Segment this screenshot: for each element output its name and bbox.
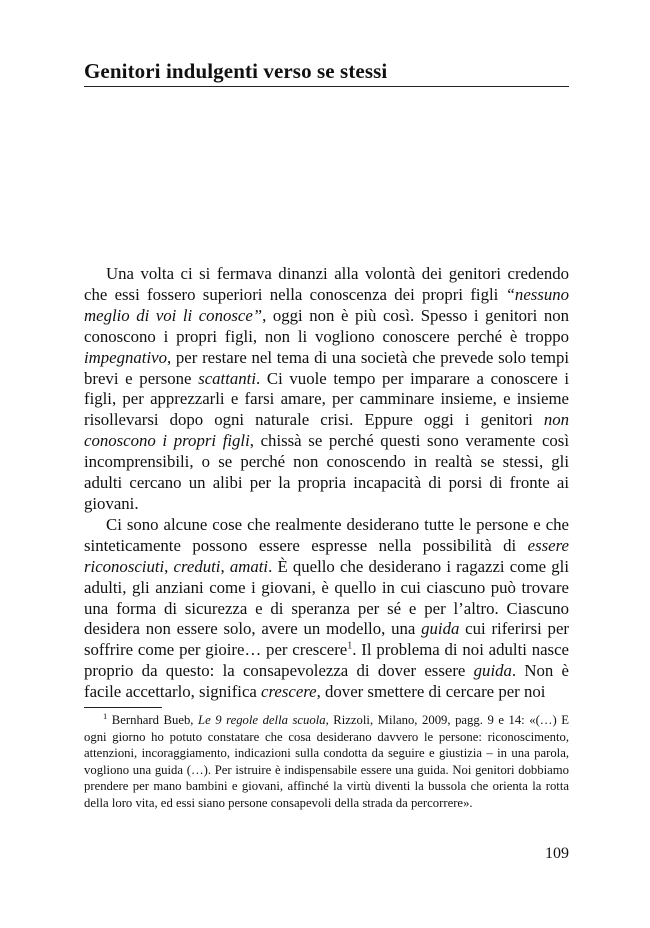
- footnote-paragraph: [84, 712, 569, 812]
- footnote-marker: 1: [103, 710, 108, 721]
- italic-word: scattanti: [198, 368, 256, 388]
- italic-quote: “nessuno meglio di voi li conosce”: [84, 284, 569, 325]
- footnote-reference[interactable]: 1: [347, 640, 353, 652]
- text-run: . Non è facile accettarlo, significa: [84, 661, 570, 702]
- text-run: . Il problema di noi adulti nasce proprio da questo: la consapevolezza di dover essere: [84, 640, 569, 681]
- page-number: 109: [545, 845, 569, 862]
- text-run: ,: [164, 556, 174, 576]
- text-run: . È quello che desiderano i ragazzi come gli adulti, gli anziani come i giovani, è quello in cui ciascuno può trovare una forma di sicurezza e di speranza per sé e per l’altro. Ciascuno desidera non essere solo, avere un modello, una: [84, 556, 569, 639]
- text-run: ,: [220, 556, 230, 576]
- italic-word: creduti: [173, 556, 221, 576]
- text-run: Bernhard Bueb,: [107, 713, 199, 727]
- italic-word: impegnativo: [84, 347, 167, 367]
- book-title: Le 9 regole della scuola: [198, 713, 326, 727]
- text-run: cui riferirsi per soffrire come per gioire… per crescere: [84, 619, 569, 660]
- text-run: . Ci vuole tempo per imparare a conoscere i figli, per apprezzarli e farsi amare, per camminare insieme, e insieme risollevarsi dopo ogni naturale crisi. Eppure oggi i genitori: [84, 368, 570, 430]
- text-run: Una volta ci si fermava dinanzi alla volontà dei genitori credendo che essi fossero superiori nella conoscenza dei propri figli: [84, 264, 569, 304]
- italic-phrase: non conoscono i propri figli: [84, 410, 569, 451]
- italic-word: crescere: [261, 682, 317, 702]
- italic-word: guida: [421, 619, 460, 639]
- text-run: , chissà se perché questi sono veramente così incomprensibili, o se perché non conoscendo in realtà se stessi, gli adulti cercano un alibi per la propria incapacità di porsi di fronte ai giovani.: [84, 431, 569, 513]
- text-run: , oggi non è più così. Spesso i genitori non conoscono i propri figli, non li vogliono conoscere perché è troppo: [84, 305, 570, 346]
- header-rule: [84, 86, 569, 87]
- chapter-title: Genitori indulgenti verso se stessi: [84, 59, 388, 83]
- italic-word: guida: [473, 661, 512, 681]
- text-run: , dover smettere di cercare per noi: [316, 682, 546, 702]
- paragraph-1: [84, 264, 569, 515]
- text-run: , per restare nel tema di una società che prevede solo tempi brevi e persone: [84, 347, 569, 388]
- italic-phrase: essere riconosciuti: [84, 535, 569, 576]
- italic-word: amati: [229, 556, 269, 576]
- paragraph-2: [84, 515, 569, 703]
- text-run: Ci sono alcune cose che realmente desiderano tutte le persone e che sinteticamente possono essere espresse nella possibilità di: [84, 514, 569, 555]
- footnote: [84, 712, 569, 812]
- text-run: , Rizzoli, Milano, 2009, pagg. 9 e 14: «(…) E ogni giorno ho potuto constatare che cosa desiderano davvero le persone: riconoscimento, attenzioni, incoraggiamento, indicazioni sulla condotta da seguire e giustizia – in una parola, vogliono una guida (…). Per istruire è indispensabile essere una guida. Noi genitori dobbiamo prendere per mano bambini e giovani, affinché la virtù diventi la bussola che orienta la rotta della loro vita, ed essi siano persone consapevoli della strada da percorrere».: [84, 713, 569, 810]
- footnote-rule: [84, 707, 162, 708]
- body-text: [84, 264, 569, 703]
